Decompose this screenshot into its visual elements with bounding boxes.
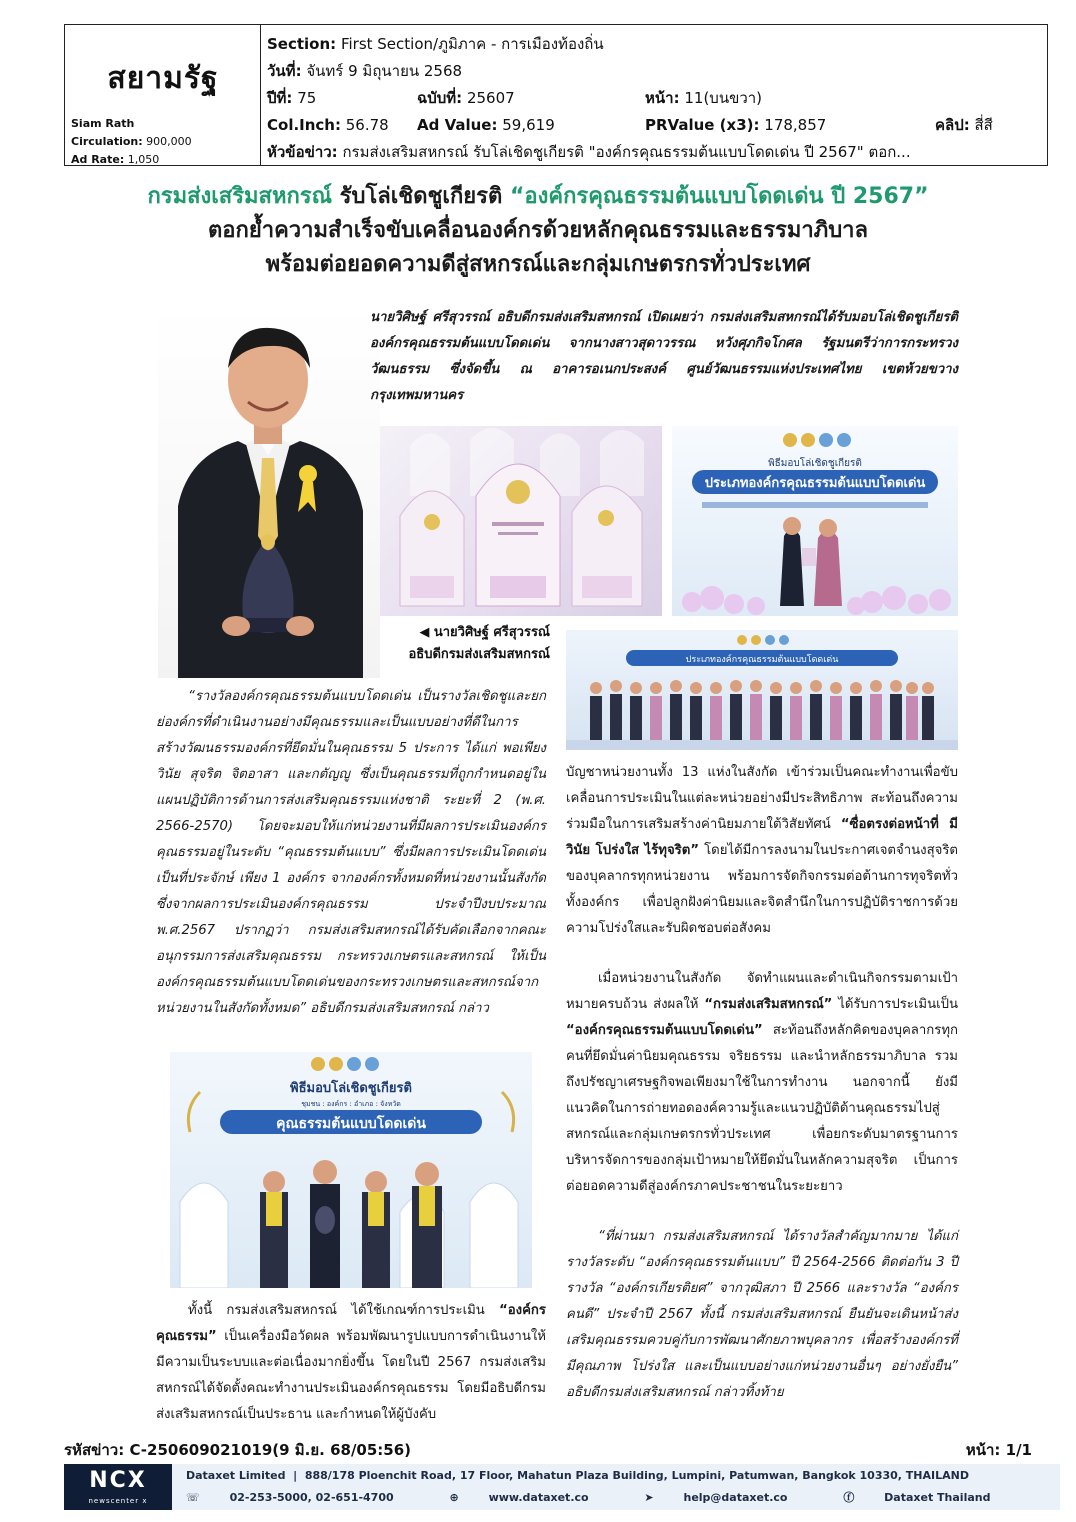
awards-display-photo [380, 426, 662, 616]
send-icon: ➤ [644, 1491, 654, 1504]
masthead-panel [65, 25, 261, 165]
phone-icon: ☏ [186, 1491, 200, 1504]
stage-banner-top: พิธีมอบโล่เชิดชูเกียรติ [768, 458, 862, 469]
meta-issue-row: ปีที่: 75 ฉบับที่: 25607 หน้า: 11(บนขวา) [267, 89, 763, 107]
article-quote-paragraph: “รางวัลองค์กรคุณธรรมต้นแบบโดดเด่น เป็นรางวัลเชิดชูและยกย่องค์กรที่ดำเนินงานอย่างมีคุณธรรมและเป็นแบบอย่างที่ดีในการสร้างวัฒนธรรมองค์กรที่ยึดมั่นในคุณธรรม 5 ประการ ได้แก่ พอเพียง วินัย สุจริต จิตอาสา และกตัญญู ซึ่งเป็นคุณธรรมที่ถูกกำหนดอยู่ในแผนปฏิบัติการด้านการส่งเสริมคุณธรรมแห่งชาติ ระยะที่ 2 (พ.ศ. 2566-2570) โดยจะมอบให้แก่หน่วยงานที่มีผลการประเมินองค์กรคุณธรรมอยู่ในระดับ “คุณธรรมต้นแบบ” ซึ่งมีผลการประเมินโดดเด่นเป็นที่ประจักษ์ เพียง 1 องค์กร จากองค์กรทั้งหมดที่หน่วยงานนั้นสังกัด ซึ่งจากผลการประเมินองค์กรคุณธรรม ประจำปีงบประมาณ พ.ศ.2567 ปรากฏว่า กรมส่งเสริมสหกรณ์ได้รับคัดเลือกจากคณะอนุกรรมการส่งเสริมคุณธรรม กระทรวงเกษตรและสหกรณ์ ให้เป็นองค์กรคุณธรรมต้นแบบโดดเด่นของกระทรวงเกษตรและสหกรณ์จากหน่วยงานในสังกัดทั้งหมด” อธิบดีกรมส่งเสริมสหกรณ์ กล่าว [156, 689, 546, 1016]
news-code: รหัสข่าว: C-250609021019(9 มิ.ย. 68/05:56) [64, 1441, 412, 1459]
stage-award-photo [672, 426, 958, 616]
page-number: หน้า: 1/1 [965, 1441, 1032, 1459]
ad-rate: Ad Rate: 1,050 [71, 153, 160, 166]
ncx-logo [64, 1464, 172, 1510]
group-stage-banner: ประเภทองค์กรคุณธรรมต้นแบบโดดเด่น [685, 655, 839, 665]
stage-illustration [672, 426, 958, 616]
group-stage-illustration [566, 630, 958, 750]
group-banner-top: พิธีมอบโล่เชิดชูเกียรติ [290, 1081, 412, 1096]
article-right-paragraph-3: “ที่ผ่านมา กรมส่งเสริมสหกรณ์ ได้รางวัลสำคัญมากมาย ได้แก่ รางวัลระดับ “องค์กรคุณธรรมต้นแบบ” ปี 2564-2566 ติดต่อกัน 3 ปี รางวัล “องค์กรเกียรติยศ” จากวุฒิสภา ปี 2566 และรางวัล “องค์กรคนดี” ประจำปี 2567 ทั้งนี้ กรมส่งเสริมสหกรณ์ ยืนยันจะเดินหน้าส่งเสริมคุณธรรมควบคู่กับการพัฒนาศักยภาพบุคลากร เพื่อสร้างองค์กรที่มีคุณภาพ โปร่งใส และเป็นแบบอย่างแก่หน่วยงานอื่นๆ อย่างยั่งยืน” อธิบดีกรมส่งเสริมสหกรณ์ กล่าวทิ้งท้าย [566, 1229, 958, 1400]
newspaper-logo: สยามรัฐ [107, 61, 219, 96]
caption-name: ◀ นายวิศิษฐ์ ศรีสุวรรณ์ [419, 625, 550, 640]
circulation: Circulation: 900,000 [71, 135, 192, 148]
group-banner-main: คุณธรรมต้นแบบโดดเด่น [276, 1116, 426, 1132]
group-backdrop-illustration [170, 1052, 532, 1288]
meta-date: วันที่: จันทร์ 9 มิถุนายน 2568 [267, 62, 463, 80]
portrait-caption [390, 622, 550, 666]
footer-bar [64, 1464, 1060, 1510]
facebook-contact[interactable]: ⓕ Dataxet Thailand [843, 1491, 991, 1504]
group-banner-sub: ชุมชน : องค์กร : อำเภอ : จังหวัด [301, 1100, 401, 1108]
brand-sub: newscenter x [88, 1497, 148, 1505]
headline-line-1: กรมส่งเสริมสหกรณ์ รับโล่เชิดชูเกียรติ “องค์กรคุณธรรมต้นแบบโดดเด่น ปี 2567” [147, 184, 929, 209]
group-stage-photo [566, 630, 958, 750]
web-contact[interactable]: ⊕ www.dataxet.co [449, 1491, 589, 1504]
article-left-paragraph-2: ทั้งนี้ กรมส่งเสริมสหกรณ์ ได้ใช้เกณฑ์การประเมิน “องค์กรคุณธรรม” เป็นเครื่องมือวัดผล พร้อมพัฒนารูปแบบการดำเนินงานให้มีความเป็นระบบและต่อเนื่องมากยิ่งขึ้น โดยในปี 2567 กรมส่งเสริมสหกรณ์ได้จัดตั้งคณะทำงานประเมินองค์กรคุณธรรม โดยมีอธิบดีกรมส่งเสริมสหกรณ์เป็นประธาน และกำหนดให้ผู้บังคับ [156, 1303, 546, 1422]
awards-illustration [380, 426, 662, 616]
facebook-icon: ⓕ [843, 1491, 855, 1504]
article-intro: นายวิศิษฐ์ ศรีสุวรรณ์ อธิบดีกรมส่งเสริมสหกรณ์ เปิดเผยว่า กรมส่งเสริมสหกรณ์ได้รับมอบโล่เชิดชูเกียรติ องค์กรคุณธรรมต้นแบบโดดเด่น จากนางสาวสุดาวรรณ หวังศุภกิจโกศล รัฐมนตรีว่าการกระทรวงวัฒนธรรม ซึ่งจัดขึ้น ณ อาคารอเนกประสงค์ ศูนย์วัฒนธรรมแห่งประเทศไทย เขตห้วยขวาง กรุงเทพมหานคร [370, 310, 958, 403]
paper-name: Siam Rath [71, 117, 135, 130]
meta-value-row: Col.Inch: 56.78 Ad Value: 59,619 PRValue (x3): 178,857 คลิป: สี่สี [267, 116, 993, 134]
article-right-paragraph-1: บัญชาหน่วยงานทั้ง 13 แห่งในสังกัด เข้าร่วมเป็นคณะทำงานเพื่อขับเคลื่อนการประเมินในแต่ละหน่วยอย่างมีประสิทธิภาพ สะท้อนถึงความร่วมมือในการเสริมสร้างค่านิยมภายใต้วิสัยทัศน์ “ซื่อตรงต่อหน้าที่ มีวินัย โปร่งใส ไร้ทุจริต” โดยได้มีการลงนามในประกาศเจตจำนงสุจริตของบุคลากรทุกหน่วยงาน พร้อมการจัดกิจกรรมต่อต้านการทุจริตทั่วทั้งองค์กร เพื่อปลูกฝังค่านิยมและจิตสำนึกในการปฏิบัติราชการด้วยความโปร่งใสและรับผิดชอบต่อสังคม [566, 765, 958, 936]
meta-section: Section: First Section/ภูมิภาค - การเมืองท้องถิ่น [267, 35, 604, 53]
company-address: Dataxet Limited | 888/178 Ploenchit Road, 17 Floor, Mahatun Plaza Building, Lumpini, Patumwan, Bangkok 10330, THAILAND [186, 1469, 969, 1482]
article-headline [90, 180, 986, 282]
headline-line-3: พร้อมต่อยอดความดีสู่สหกรณ์และกลุ่มเกษตรกรทั่วประเทศ [265, 252, 811, 277]
stage-banner-main: ประเภทองค์กรคุณธรรมต้นแบบโดดเด่น [704, 476, 926, 491]
email-contact[interactable]: ➤ help@dataxet.co [644, 1491, 788, 1504]
clipping-meta [267, 31, 1037, 166]
caption-title: อธิบดีกรมส่งเสริมสหกรณ์ [408, 647, 550, 662]
group-backdrop-photo [170, 1052, 532, 1288]
company-contacts [186, 1489, 1042, 1505]
globe-icon: ⊕ [449, 1491, 459, 1504]
headline-line-2: ตอกย้ำความสำเร็จขับเคลื่อนองค์กรด้วยหลักคุณธรรมและธรรมาภิบาล [208, 218, 868, 243]
meta-topic: หัวข้อข่าว: กรมส่งเสริมสหกรณ์ รับโล่เชิดชูเกียรติ "องค์กรคุณธรรมต้นแบบโดดเด่น ปี 2567" ตอก... [267, 143, 911, 161]
phone-contact: ☏ 02-253-5000, 02-651-4700 [186, 1491, 394, 1504]
article-right-paragraph-2: เมื่อหน่วยงานในสังกัด จัดทำแผนและดำเนินกิจกรรมตามเป้าหมายครบถ้วน ส่งผลให้ “กรมส่งเสริมสหกรณ์” ได้รับการประเมินเป็น “องค์กรคุณธรรมต้นแบบโดดเด่น” สะท้อนถึงหลักคิดของบุคลากรทุกคนที่ยึดมั่นค่านิยมคุณธรรม จริยธรรม และนำหลักธรรมาภิบาล รวมถึงปรัชญาเศรษฐกิจพอเพียงมาใช้ในการทำงาน นอกจากนี้ ยังมีแนวคิดในการถ่ายทอดองค์ความรู้และแนวปฏิบัติด้านคุณธรรมไปสู่สหกรณ์และกลุ่มเกษตรกรทั่วประเทศ เพื่อยกระดับมาตรฐานการบริหารจัดการของกลุ่มเป้าหมายให้ยึดมั่นในหลักความสุจริต เป็นการต่อยอดความดีสู่องค์กรภาคประชาชนในระยะยาว [566, 971, 959, 1194]
brand-name: NCX [89, 1468, 147, 1493]
clipping-header [64, 24, 1048, 166]
